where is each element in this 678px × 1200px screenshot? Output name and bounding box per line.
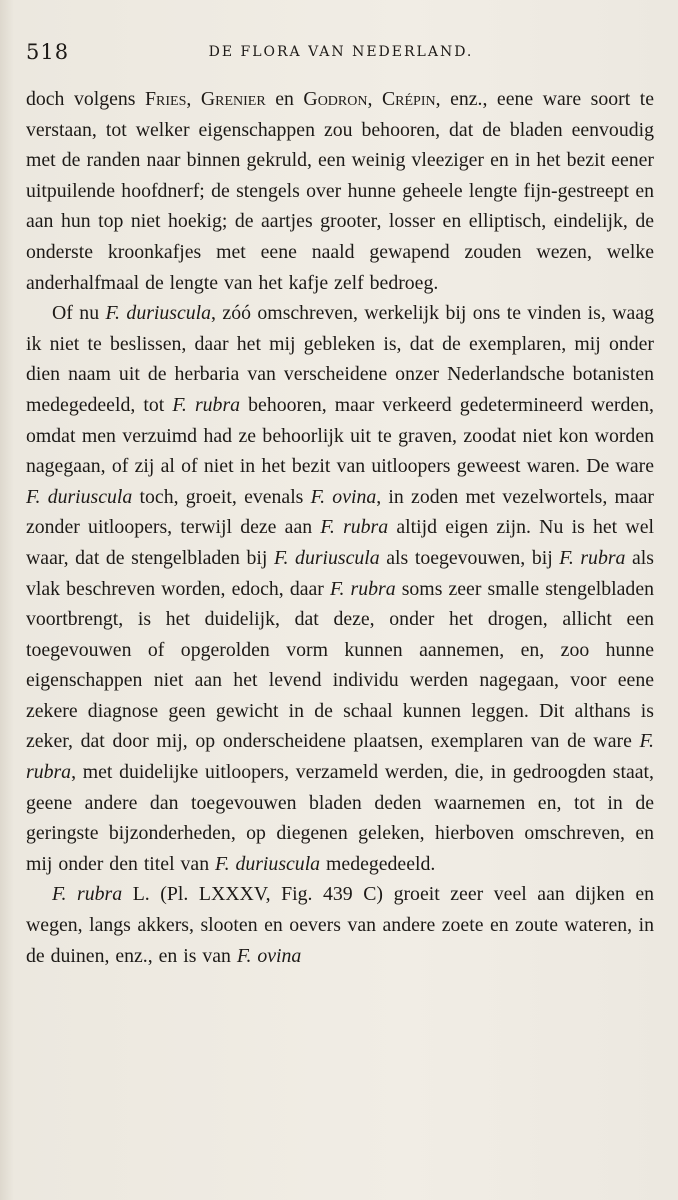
italic-text: F. duriuscula <box>215 852 321 875</box>
italic-text: F. duriuscula <box>26 485 133 508</box>
italic-text: F. rubra <box>320 516 389 539</box>
italic-text: F. ovina <box>236 944 302 967</box>
italic-text: F. rubra <box>559 546 626 569</box>
italic-text: F. rubra <box>26 730 654 784</box>
small-caps-name: Fries <box>145 88 187 110</box>
text-run: en <box>265 88 304 110</box>
page-number: 518 <box>26 40 70 64</box>
text-run: behooren, maar verkeerd gedetermineerd werden, omdat men verzuimd had ze behoorlijk uit te graven, zoodat niet kon worden nagegaan, of zij al of niet in het bezit van uitloopers geweest waren. De ware <box>26 393 655 478</box>
text-run: als toegevouwen, bij <box>379 546 560 569</box>
text-run: , in zoden met vezelwortels, maar zonder uitloopers, terwijl deze aan <box>26 485 655 539</box>
text-run: , met duidelijke uitloopers, verzameld werden, die, in gedroogden staat, geene andere dan toegevouwen bladen deden waarnemen en, tot in de geringste bijzonderheden, op diegenen geleken, hierboven omschreven, en mij onder den titel van <box>26 761 654 875</box>
italic-text: F. duriuscula <box>274 546 380 569</box>
italic-text: F. rubra <box>52 883 123 906</box>
paragraph-2 <box>26 298 654 879</box>
text-run: , enz., eene ware soort te verstaan, tot welker eigenschappen zou behooren, dat de bladen eenvoudig met de randen naar binnen gekruld, een weinig vleeziger en in het bezit eener uitpuilende hoofdnerf; de stengels over hunne geheele lengte fijn-gestreept en aan hun top niet hoekig; de aartjes grooter, losser en elliptisch, eindelijk, de onderste kroonkafjes met eene naald gewapend zouden wezen, welke anderhalfmaal de lengte van het kafje zelf bedroeg. <box>26 88 654 294</box>
text-run: medegedeeld. <box>320 852 436 875</box>
text-run: altijd eigen zijn. Nu is het wel waar, dat de stengelbladen bij <box>26 516 654 569</box>
text-run: soms zeer smalle stengelbladen voortbrengt, is het duidelijk, dat deze, onder het drogen, allicht een toegevouwen of opgerolden vorm kunnen aannemen, en, zoo hunne eigenschappen niet aan het levend individu werden nagegaan, voor eene zekere diagnose geen gewicht in de schaal kunnen leggen. Dit althans is zeker, dat door mij, op onderscheidene plaatsen, exemplaren van de ware <box>26 577 654 753</box>
italic-text: F. rubra <box>329 577 396 600</box>
text-run: doch volgens <box>26 88 146 110</box>
text-run: , <box>367 88 382 110</box>
italic-text: F. rubra <box>172 393 241 416</box>
text-run: L. (Pl. LXXXV, Fig. 439 C) groeit zeer veel aan dijken en wegen, langs akkers, slooten en oevers van andere zoete en zoute wateren, in de duinen, enz., en is van <box>26 883 654 967</box>
text-run: , <box>186 88 201 110</box>
small-caps-name: Crépin <box>381 88 436 110</box>
running-title: DE FLORA VAN NEDERLAND. <box>208 44 474 60</box>
text-run: toch, groeit, evenals <box>132 485 311 508</box>
paragraph-3 <box>26 879 654 971</box>
text-run: Of nu <box>52 302 106 325</box>
text-run: , zóó omschreven, werkelijk bij ons te vinden is, waag ik niet te beslissen, daar het mij gebleken is, dat de exemplaren, mij onder dien naam uit de herbaria van verscheidene onzer Nederlandsche botanisten medegedeeld, tot <box>26 302 654 416</box>
italic-text: F. ovina <box>310 485 377 508</box>
italic-text: F. duriuscula <box>105 302 212 325</box>
page-header <box>26 40 656 66</box>
paragraph-1 <box>26 84 654 298</box>
small-caps-name: Grenier <box>200 88 266 110</box>
text-run: als vlak beschreven worden, edoch, daar <box>26 546 654 600</box>
small-caps-name: Godron <box>303 88 368 110</box>
body-text <box>26 84 654 971</box>
